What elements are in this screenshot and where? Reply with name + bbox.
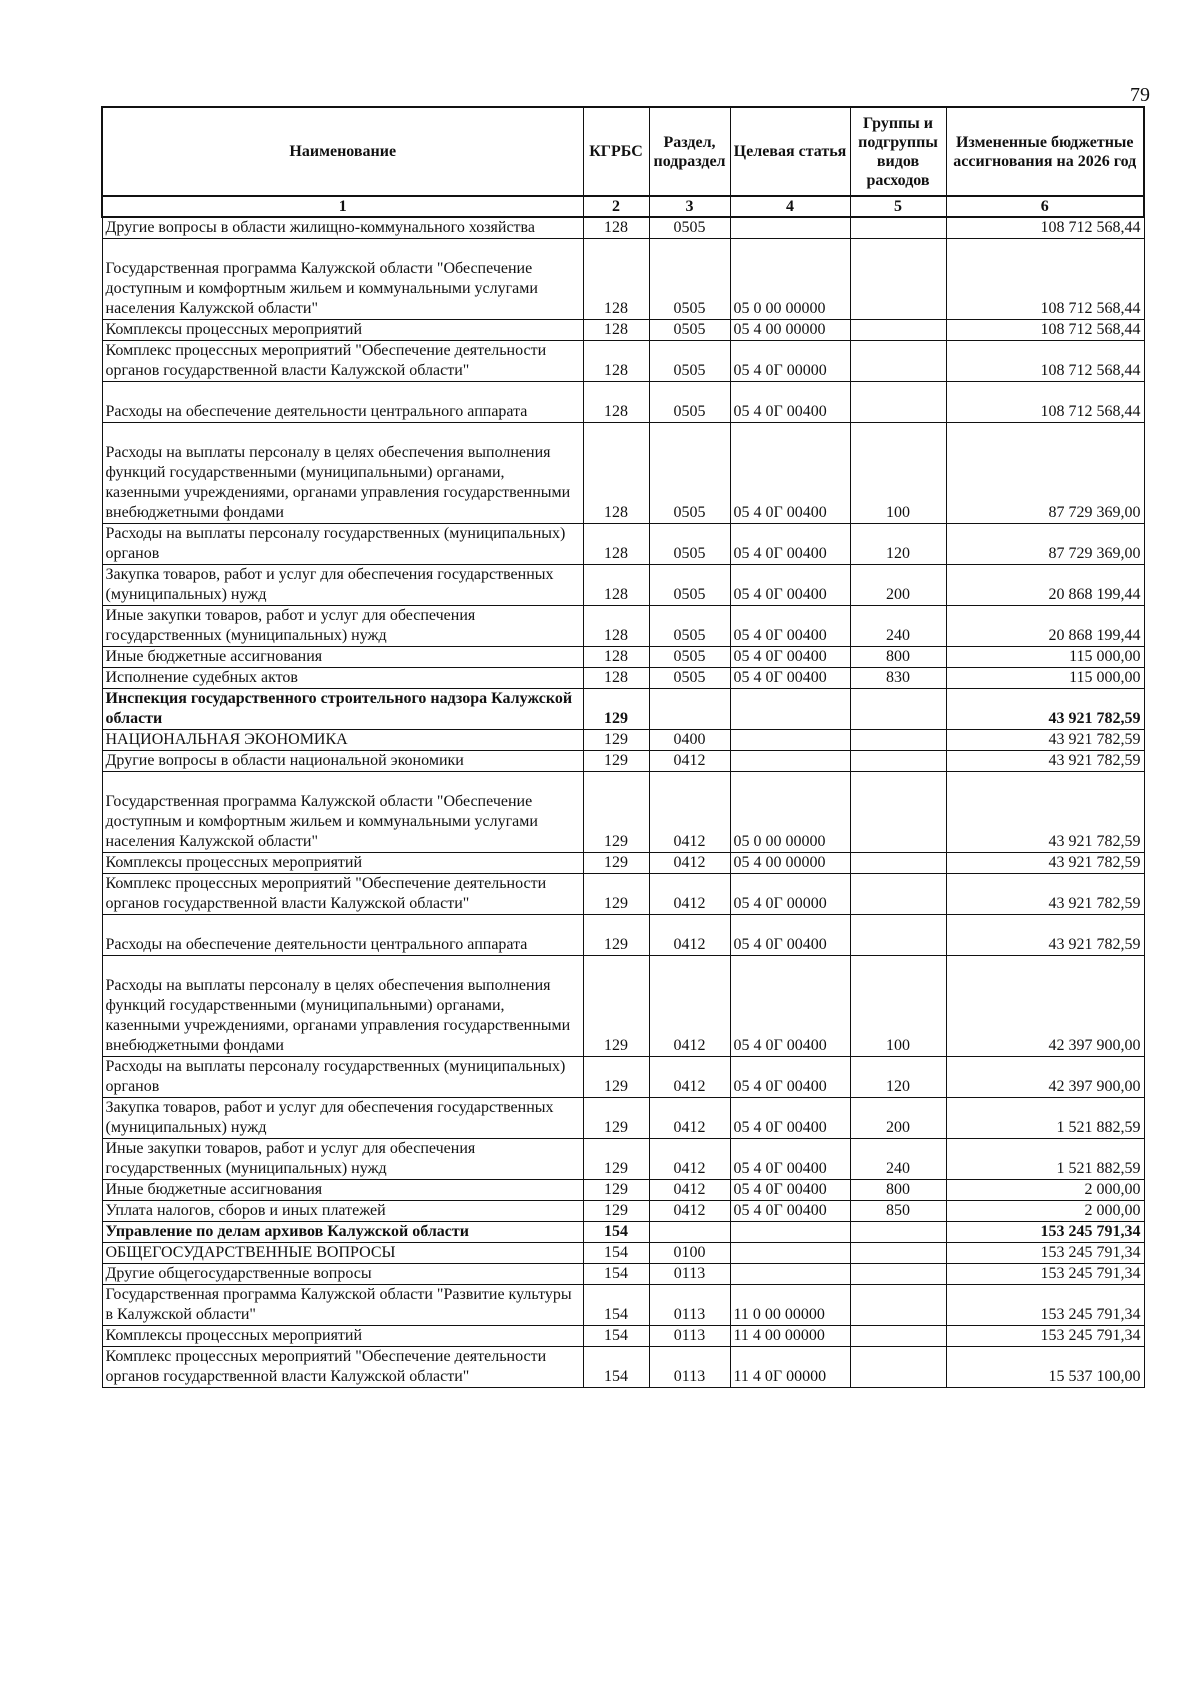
row-name: Комплексы процессных мероприятий: [102, 320, 583, 341]
table-row: [102, 382, 1144, 423]
row-target: 05 4 0Г 00400: [730, 668, 850, 689]
table-row: [102, 239, 1144, 320]
row-target: 05 4 0Г 00400: [730, 1180, 850, 1201]
table-row: [102, 217, 1144, 239]
row-group: [850, 1264, 946, 1285]
column-number: 5: [850, 196, 946, 217]
row-group: 200: [850, 1098, 946, 1139]
row-kgrbs: 129: [583, 772, 649, 853]
row-section: 0505: [649, 606, 730, 647]
row-target: 05 4 0Г 00400: [730, 647, 850, 668]
row-amount: 43 921 782,59: [946, 772, 1144, 853]
row-group: [850, 1326, 946, 1347]
row-kgrbs: 129: [583, 689, 649, 730]
row-target: [730, 730, 850, 751]
row-kgrbs: 128: [583, 423, 649, 524]
table-row: [102, 565, 1144, 606]
row-amount: 153 245 791,34: [946, 1243, 1144, 1264]
row-group: 800: [850, 1180, 946, 1201]
row-target: [730, 751, 850, 772]
row-amount: 153 245 791,34: [946, 1326, 1144, 1347]
row-section: 0412: [649, 1201, 730, 1222]
row-section: 0113: [649, 1326, 730, 1347]
row-name: Иные бюджетные ассигнования: [102, 647, 583, 668]
table-header-row: [102, 107, 1144, 196]
row-section: 0412: [649, 1098, 730, 1139]
table-row: [102, 1098, 1144, 1139]
row-kgrbs: 128: [583, 320, 649, 341]
header-name: Наименование: [102, 107, 583, 196]
table-row: [102, 1222, 1144, 1243]
row-kgrbs: 154: [583, 1222, 649, 1243]
row-section: 0505: [649, 565, 730, 606]
row-amount: 153 245 791,34: [946, 1222, 1144, 1243]
row-target: 05 4 00 00000: [730, 320, 850, 341]
row-name: Государственная программа Калужской области "Обеспечение доступным и комфортным жильем и коммунальными услугами населения Калужской области": [102, 239, 583, 320]
row-group: [850, 1243, 946, 1264]
row-target: 05 4 00 00000: [730, 853, 850, 874]
row-group: 120: [850, 1057, 946, 1098]
table-row: [102, 606, 1144, 647]
row-group: [850, 874, 946, 915]
row-section: 0113: [649, 1347, 730, 1388]
row-section: 0505: [649, 668, 730, 689]
row-group: [850, 217, 946, 239]
row-name: Государственная программа Калужской области "Развитие культуры в Калужской области": [102, 1285, 583, 1326]
row-group: [850, 915, 946, 956]
row-kgrbs: 154: [583, 1243, 649, 1264]
row-amount: 15 537 100,00: [946, 1347, 1144, 1388]
row-target: 11 4 00 00000: [730, 1326, 850, 1347]
row-kgrbs: 128: [583, 382, 649, 423]
row-kgrbs: 129: [583, 874, 649, 915]
row-amount: 153 245 791,34: [946, 1264, 1144, 1285]
row-amount: 87 729 369,00: [946, 423, 1144, 524]
row-kgrbs: 128: [583, 341, 649, 382]
row-kgrbs: 128: [583, 668, 649, 689]
row-name: ОБЩЕГОСУДАРСТВЕННЫЕ ВОПРОСЫ: [102, 1243, 583, 1264]
table-row: [102, 853, 1144, 874]
budget-table: [101, 106, 1145, 1388]
row-section: 0412: [649, 1057, 730, 1098]
row-name: Государственная программа Калужской области "Обеспечение доступным и комфортным жильем и коммунальными услугами населения Калужской области": [102, 772, 583, 853]
table-row: [102, 1264, 1144, 1285]
row-amount: 43 921 782,59: [946, 915, 1144, 956]
row-target: 11 4 0Г 00000: [730, 1347, 850, 1388]
row-section: 0505: [649, 217, 730, 239]
row-group: [850, 320, 946, 341]
row-section: [649, 1222, 730, 1243]
row-kgrbs: 129: [583, 1057, 649, 1098]
row-kgrbs: 129: [583, 751, 649, 772]
row-kgrbs: 129: [583, 956, 649, 1057]
row-target: 05 4 0Г 00400: [730, 606, 850, 647]
row-group: [850, 689, 946, 730]
row-amount: 20 868 199,44: [946, 565, 1144, 606]
row-target: 05 0 00 00000: [730, 239, 850, 320]
row-kgrbs: 128: [583, 565, 649, 606]
table-row: [102, 1326, 1144, 1347]
column-number: 6: [946, 196, 1144, 217]
row-section: 0412: [649, 956, 730, 1057]
row-kgrbs: 129: [583, 1180, 649, 1201]
header-group: Группы и подгруппы видов расходов: [850, 107, 946, 196]
row-target: 05 4 0Г 00400: [730, 1201, 850, 1222]
row-target: [730, 1264, 850, 1285]
row-section: 0412: [649, 772, 730, 853]
row-target: [730, 1243, 850, 1264]
row-section: [649, 689, 730, 730]
table-row: [102, 1180, 1144, 1201]
table-row: [102, 341, 1144, 382]
table-row: [102, 730, 1144, 751]
row-section: 0505: [649, 341, 730, 382]
row-name: Исполнение судебных актов: [102, 668, 583, 689]
table-row: [102, 668, 1144, 689]
row-name: Комплекс процессных мероприятий "Обеспечение деятельности органов государственной власти Калужской области": [102, 1347, 583, 1388]
row-name: Инспекция государственного строительного надзора Калужской области: [102, 689, 583, 730]
row-section: 0505: [649, 524, 730, 565]
row-kgrbs: 129: [583, 853, 649, 874]
row-section: 0505: [649, 382, 730, 423]
row-section: 0505: [649, 239, 730, 320]
row-group: 800: [850, 647, 946, 668]
row-target: 05 4 0Г 00400: [730, 956, 850, 1057]
row-name: Расходы на выплаты персоналу в целях обеспечения выполнения функций государственными (муниципальными) органами, казенными учреждениями, органами управления государственными внебюджетными фондами: [102, 423, 583, 524]
row-section: 0400: [649, 730, 730, 751]
table-row: [102, 1347, 1144, 1388]
row-amount: 108 712 568,44: [946, 217, 1144, 239]
row-amount: 115 000,00: [946, 668, 1144, 689]
row-group: 850: [850, 1201, 946, 1222]
row-name: Иные бюджетные ассигнования: [102, 1180, 583, 1201]
row-amount: 1 521 882,59: [946, 1139, 1144, 1180]
row-amount: 2 000,00: [946, 1180, 1144, 1201]
table-body: [102, 217, 1144, 1388]
row-group: [850, 751, 946, 772]
header-amount: Измененные бюджетные ассигнования на 2026 год: [946, 107, 1144, 196]
table-row: [102, 1139, 1144, 1180]
row-amount: 108 712 568,44: [946, 382, 1144, 423]
row-amount: 43 921 782,59: [946, 874, 1144, 915]
column-number: 4: [730, 196, 850, 217]
row-target: 05 4 0Г 00400: [730, 524, 850, 565]
row-kgrbs: 154: [583, 1285, 649, 1326]
row-amount: 2 000,00: [946, 1201, 1144, 1222]
header-section: Раздел, подраздел: [649, 107, 730, 196]
table-row: [102, 1243, 1144, 1264]
row-name: Расходы на выплаты персоналу государственных (муниципальных) органов: [102, 1057, 583, 1098]
row-group: 120: [850, 524, 946, 565]
row-name: Закупка товаров, работ и услуг для обеспечения государственных (муниципальных) нужд: [102, 565, 583, 606]
row-name: Комплекс процессных мероприятий "Обеспечение деятельности органов государственной власти Калужской области": [102, 874, 583, 915]
header-target: Целевая статья: [730, 107, 850, 196]
row-amount: 1 521 882,59: [946, 1098, 1144, 1139]
row-kgrbs: 129: [583, 915, 649, 956]
row-group: [850, 772, 946, 853]
row-target: 05 4 0Г 00400: [730, 1057, 850, 1098]
row-amount: 42 397 900,00: [946, 956, 1144, 1057]
row-name: Расходы на выплаты персоналу в целях обеспечения выполнения функций государственными (муниципальными) органами, казенными учреждениями, органами управления государственными внебюджетными фондами: [102, 956, 583, 1057]
row-amount: 43 921 782,59: [946, 730, 1144, 751]
table-row: [102, 751, 1144, 772]
row-section: 0412: [649, 915, 730, 956]
row-section: 0113: [649, 1264, 730, 1285]
row-amount: 153 245 791,34: [946, 1285, 1144, 1326]
row-section: 0412: [649, 1139, 730, 1180]
row-section: 0412: [649, 874, 730, 915]
row-name: Иные закупки товаров, работ и услуг для обеспечения государственных (муниципальных) нужд: [102, 606, 583, 647]
row-group: 100: [850, 423, 946, 524]
row-section: 0412: [649, 751, 730, 772]
row-amount: 115 000,00: [946, 647, 1144, 668]
row-group: 240: [850, 606, 946, 647]
row-target: 05 4 0Г 00000: [730, 874, 850, 915]
row-name: Комплекс процессных мероприятий "Обеспечение деятельности органов государственной власти Калужской области": [102, 341, 583, 382]
row-group: [850, 730, 946, 751]
row-amount: 43 921 782,59: [946, 853, 1144, 874]
row-name: Закупка товаров, работ и услуг для обеспечения государственных (муниципальных) нужд: [102, 1098, 583, 1139]
row-group: [850, 341, 946, 382]
row-section: 0505: [649, 423, 730, 524]
row-kgrbs: 128: [583, 524, 649, 565]
row-amount: 43 921 782,59: [946, 689, 1144, 730]
row-target: 05 0 00 00000: [730, 772, 850, 853]
row-kgrbs: 128: [583, 239, 649, 320]
row-target: [730, 1222, 850, 1243]
row-section: 0412: [649, 1180, 730, 1201]
row-kgrbs: 129: [583, 1098, 649, 1139]
row-name: Другие вопросы в области жилищно-коммунального хозяйства: [102, 217, 583, 239]
table-row: [102, 874, 1144, 915]
table-row: [102, 1285, 1144, 1326]
column-numbers-row: [102, 196, 1144, 217]
row-target: 11 0 00 00000: [730, 1285, 850, 1326]
row-group: 240: [850, 1139, 946, 1180]
table-row: [102, 956, 1144, 1057]
table-row: [102, 524, 1144, 565]
row-kgrbs: 129: [583, 730, 649, 751]
row-section: 0505: [649, 647, 730, 668]
row-kgrbs: 129: [583, 1139, 649, 1180]
row-group: 200: [850, 565, 946, 606]
row-name: Уплата налогов, сборов и иных платежей: [102, 1201, 583, 1222]
table-row: [102, 689, 1144, 730]
column-number: 1: [102, 196, 583, 217]
row-name: Комплексы процессных мероприятий: [102, 853, 583, 874]
row-group: 830: [850, 668, 946, 689]
row-name: Комплексы процессных мероприятий: [102, 1326, 583, 1347]
row-group: [850, 239, 946, 320]
row-amount: 108 712 568,44: [946, 320, 1144, 341]
row-section: 0412: [649, 853, 730, 874]
table-row: [102, 1057, 1144, 1098]
row-section: 0505: [649, 320, 730, 341]
table-row: [102, 423, 1144, 524]
table-row: [102, 1201, 1144, 1222]
column-number: 3: [649, 196, 730, 217]
row-kgrbs: 129: [583, 1201, 649, 1222]
table-row: [102, 915, 1144, 956]
row-kgrbs: 154: [583, 1264, 649, 1285]
row-kgrbs: 154: [583, 1347, 649, 1388]
row-name: Расходы на обеспечение деятельности центрального аппарата: [102, 382, 583, 423]
row-group: [850, 853, 946, 874]
row-section: 0100: [649, 1243, 730, 1264]
row-name: Иные закупки товаров, работ и услуг для обеспечения государственных (муниципальных) нужд: [102, 1139, 583, 1180]
row-group: [850, 1347, 946, 1388]
row-group: [850, 382, 946, 423]
row-name: Другие общегосударственные вопросы: [102, 1264, 583, 1285]
row-name: Расходы на обеспечение деятельности центрального аппарата: [102, 915, 583, 956]
row-section: 0113: [649, 1285, 730, 1326]
row-amount: 87 729 369,00: [946, 524, 1144, 565]
row-target: 05 4 0Г 00400: [730, 382, 850, 423]
row-name: Управление по делам архивов Калужской области: [102, 1222, 583, 1243]
row-amount: 43 921 782,59: [946, 751, 1144, 772]
row-target: 05 4 0Г 00400: [730, 565, 850, 606]
row-amount: 108 712 568,44: [946, 341, 1144, 382]
row-amount: 108 712 568,44: [946, 239, 1144, 320]
row-target: 05 4 0Г 00400: [730, 1098, 850, 1139]
row-group: 100: [850, 956, 946, 1057]
table-row: [102, 772, 1144, 853]
row-name: НАЦИОНАЛЬНАЯ ЭКОНОМИКА: [102, 730, 583, 751]
column-number: 2: [583, 196, 649, 217]
row-kgrbs: 128: [583, 606, 649, 647]
row-group: [850, 1285, 946, 1326]
row-target: 05 4 0Г 00400: [730, 915, 850, 956]
row-group: [850, 1222, 946, 1243]
row-amount: 42 397 900,00: [946, 1057, 1144, 1098]
row-target: 05 4 0Г 00400: [730, 423, 850, 524]
row-name: Расходы на выплаты персоналу государственных (муниципальных) органов: [102, 524, 583, 565]
row-kgrbs: 154: [583, 1326, 649, 1347]
row-name: Другие вопросы в области национальной экономики: [102, 751, 583, 772]
table-row: [102, 647, 1144, 668]
row-target: 05 4 0Г 00400: [730, 1139, 850, 1180]
page-number: 79: [1130, 84, 1150, 106]
table-row: [102, 320, 1144, 341]
row-amount: 20 868 199,44: [946, 606, 1144, 647]
row-kgrbs: 128: [583, 217, 649, 239]
row-target: [730, 689, 850, 730]
row-target: [730, 217, 850, 239]
row-kgrbs: 128: [583, 647, 649, 668]
header-kgrbs: КГРБС: [583, 107, 649, 196]
row-target: 05 4 0Г 00000: [730, 341, 850, 382]
